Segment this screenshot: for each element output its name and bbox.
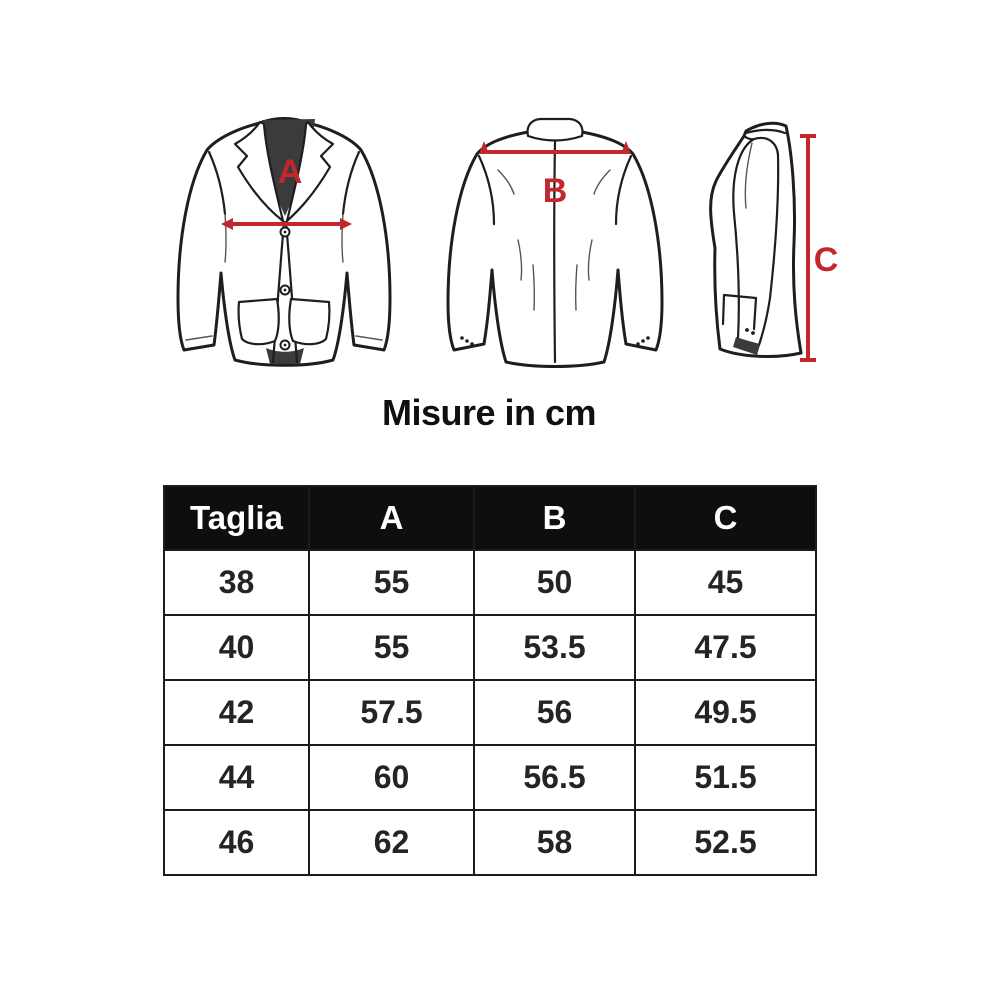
size-cell: 46 — [164, 810, 309, 875]
table-row — [164, 550, 816, 615]
page-title: Misure in cm — [381, 392, 597, 433]
measure-b-cell: 56 — [474, 680, 635, 745]
measure-c-cell: 47.5 — [635, 615, 816, 680]
size-cell: 44 — [164, 745, 309, 810]
measure-a-cell: 55 — [309, 615, 474, 680]
measure-b-cell: 53.5 — [474, 615, 635, 680]
measure-b-cell: 56.5 — [474, 745, 635, 810]
table-row — [164, 745, 816, 810]
measure-a-cell: 55 — [309, 550, 474, 615]
column-header-a: A — [309, 486, 474, 550]
table-row — [164, 810, 816, 875]
size-cell: 40 — [164, 615, 309, 680]
size-table-header-row — [164, 486, 816, 550]
measure-c-cell: 45 — [635, 550, 816, 615]
column-header-b: B — [474, 486, 635, 550]
jacket-side-drawing — [690, 103, 860, 380]
column-header-taglia: Taglia — [164, 486, 309, 550]
measure-a-cell: 60 — [309, 745, 474, 810]
measure-b-cell: 50 — [474, 550, 635, 615]
measure-c-cell: 52.5 — [635, 810, 816, 875]
column-header-c: C — [635, 486, 816, 550]
measure-b-cell: 58 — [474, 810, 635, 875]
size-table — [163, 485, 817, 876]
measure-a-cell: 62 — [309, 810, 474, 875]
measure-c-cell: 51.5 — [635, 745, 816, 810]
size-cell: 38 — [164, 550, 309, 615]
table-row — [164, 615, 816, 680]
measure-a-cell: 57.5 — [309, 680, 474, 745]
jacket-back-drawing — [433, 110, 675, 374]
measure-label-a: A — [277, 153, 303, 191]
size-cell: 42 — [164, 680, 309, 745]
table-row — [164, 680, 816, 745]
jacket-front-drawing — [163, 110, 405, 374]
measure-label-c: C — [813, 241, 839, 279]
measure-c-cell: 49.5 — [635, 680, 816, 745]
measure-label-b: B — [542, 172, 568, 210]
